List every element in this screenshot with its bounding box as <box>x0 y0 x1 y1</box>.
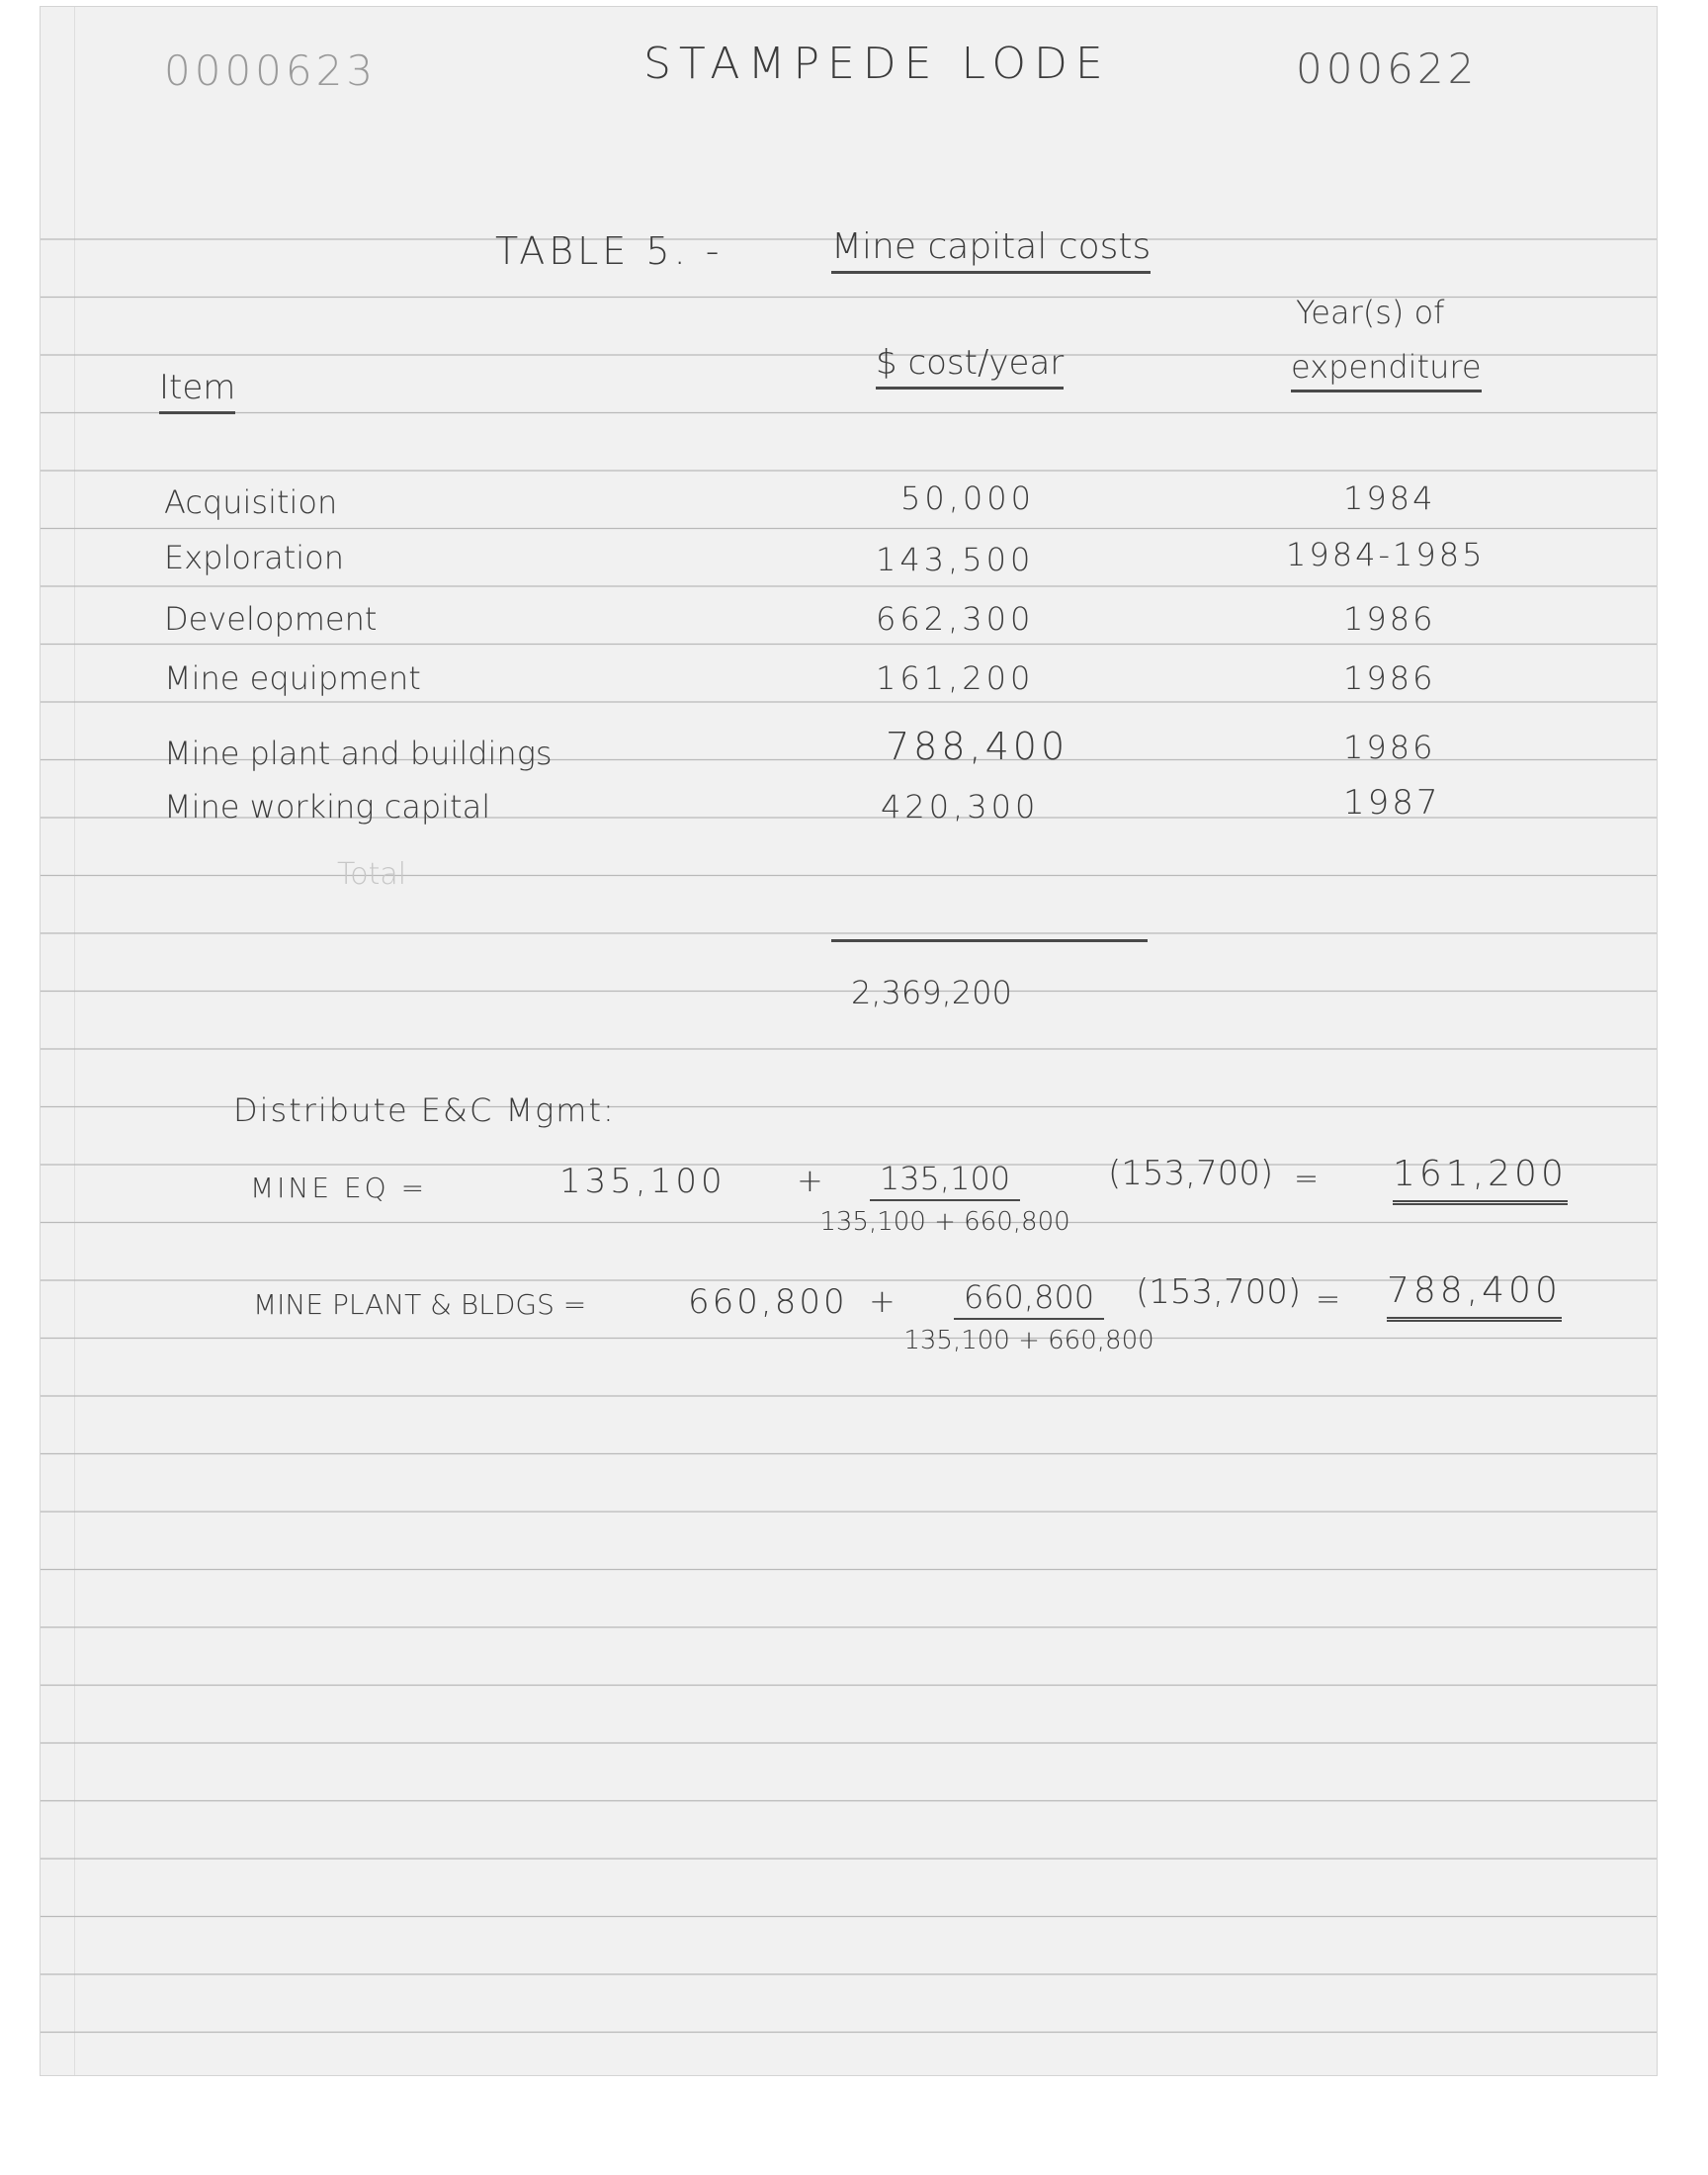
row-year: 1984 <box>1343 479 1436 517</box>
mine-eq-denominator: 135,100 + 660,800 <box>819 1207 1070 1237</box>
row-item: Mine equipment <box>164 659 421 697</box>
row-year: 1986 <box>1343 600 1436 638</box>
row-year: 1986 <box>1343 729 1436 766</box>
row-cost: 161,200 <box>876 659 1035 697</box>
row-item: Acquisition <box>164 483 338 521</box>
column-header-year-line2: expenditure <box>1291 348 1482 392</box>
row-year: 1987 <box>1343 783 1441 823</box>
document-number: 000622 <box>1296 44 1479 93</box>
mine-eq-numerator: 135,100 <box>870 1160 1020 1201</box>
mine-eq-factor: (153,700) <box>1108 1154 1274 1193</box>
row-cost: 788,400 <box>886 725 1069 768</box>
mine-plant-denominator: 135,100 + 660,800 <box>903 1326 1154 1355</box>
mine-plant-equals: = <box>1316 1282 1341 1317</box>
mine-plant-factor: (153,700) <box>1136 1272 1302 1312</box>
mine-plant-label: MINE PLANT & BLDGS = <box>253 1288 587 1321</box>
table-title: Mine capital costs <box>831 226 1151 274</box>
column-header-cost: $ cost/year <box>876 343 1064 390</box>
mine-eq-plus: + <box>797 1162 823 1199</box>
mine-plant-fraction <box>881 1278 1177 1355</box>
mine-plant-result: 788,400 <box>1387 1270 1562 1322</box>
mine-plant-numerator: 660,800 <box>954 1278 1104 1320</box>
ruled-paper-sheet <box>40 6 1658 2076</box>
column-header-item: Item <box>159 368 235 414</box>
mine-eq-fraction <box>797 1160 1093 1237</box>
mine-eq-equals: = <box>1294 1162 1320 1196</box>
faint-stamp-number: 0000623 <box>164 46 378 95</box>
faint-total-label: Total <box>337 857 407 892</box>
row-year: 1984-1985 <box>1286 536 1486 573</box>
mine-plant-plus: + <box>869 1282 896 1320</box>
column-header-year-line1: Year(s) of <box>1296 294 1445 331</box>
calc-heading: Distribute E&C Mgmt: <box>233 1091 616 1129</box>
mine-eq-result: 161,200 <box>1393 1154 1568 1205</box>
table-title-prefix: TABLE 5. - <box>495 229 724 273</box>
row-cost: 143,500 <box>876 541 1035 578</box>
mine-plant-base: 660,800 <box>688 1282 848 1322</box>
row-item: Exploration <box>164 539 344 576</box>
document-title: STAMPEDE LODE <box>643 39 1111 89</box>
table-total: 2,369,200 <box>851 974 1012 1011</box>
row-item: Mine working capital <box>164 788 491 826</box>
row-cost: 420,300 <box>881 788 1040 826</box>
row-cost: 662,300 <box>876 600 1035 638</box>
mine-eq-base: 135,100 <box>559 1162 726 1201</box>
sum-line <box>831 939 1148 942</box>
row-year: 1986 <box>1343 659 1436 697</box>
row-item: Mine plant and buildings <box>164 735 553 772</box>
row-item: Development <box>164 600 378 638</box>
mine-eq-label: MINE EQ = <box>250 1172 428 1204</box>
row-cost: 50,000 <box>900 479 1035 517</box>
